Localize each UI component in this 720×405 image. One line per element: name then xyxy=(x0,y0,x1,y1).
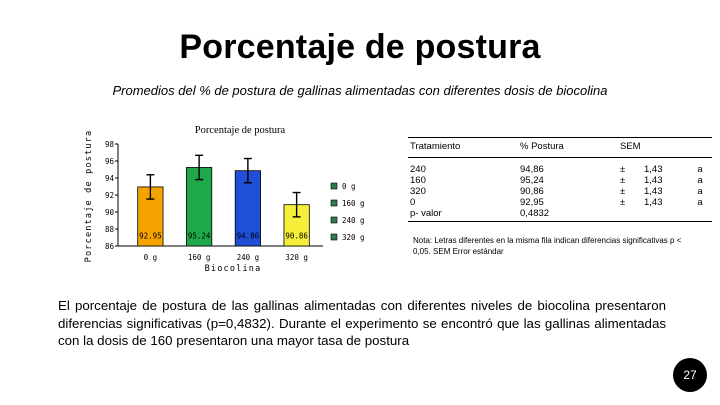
table-cell: 160 xyxy=(410,175,426,186)
y-tick-label: 90 xyxy=(104,208,114,217)
table-header-tratamiento: Tratamiento xyxy=(408,138,518,158)
y-tick-label: 98 xyxy=(104,140,114,149)
table-cell: 1,43 xyxy=(644,197,663,208)
legend-swatch xyxy=(331,183,337,189)
table-cell: 1,43 xyxy=(644,186,663,197)
slide-subtitle: Promedios del % de postura de gallinas alimentadas con diferentes dosis de biocolina xyxy=(112,83,608,98)
table-col-pm xyxy=(618,158,642,222)
body-paragraph: El porcentaje de postura de las gallinas alimentadas con diferentes niveles de biocolina presentaron diferencias significativas (p=0,4832). Durante el experimento se encontró que las gallinas alimentadas con la dosis de 160 presentaron una mayor tasa de postura xyxy=(58,298,666,348)
table-cell: a xyxy=(697,175,703,186)
bar-chart xyxy=(78,116,398,276)
chart-ylabel: Porcentaje de postura xyxy=(84,129,94,263)
table-cell: ± xyxy=(620,197,626,208)
legend-swatch xyxy=(331,217,337,223)
bar-value-label: 94.86 xyxy=(236,231,260,241)
data-table xyxy=(408,137,712,222)
y-tick-label: 92 xyxy=(104,191,114,200)
table-cell: 240 xyxy=(410,164,426,175)
y-tick-label: 94 xyxy=(104,174,114,183)
table-cell: ± xyxy=(620,175,626,186)
bar-value-label: 90.86 xyxy=(285,231,308,241)
table-cell: 320 xyxy=(410,186,426,197)
legend-swatch xyxy=(331,234,337,240)
x-tick-label: 160 g xyxy=(187,253,211,262)
table-cell: 1,43 xyxy=(644,164,663,175)
table-col-tratamiento xyxy=(408,158,518,222)
chart-title: Porcentaje de postura xyxy=(194,125,286,136)
y-tick-label: 88 xyxy=(104,225,114,234)
page-number: 27 xyxy=(683,368,697,382)
table-col-sem xyxy=(642,158,688,222)
legend-swatch xyxy=(331,200,337,206)
table-header-postura: % Postura xyxy=(518,138,618,158)
table-cell: 95,24 xyxy=(520,175,544,186)
y-tick-label: 96 xyxy=(104,157,114,166)
table-cell: 1,43 xyxy=(644,175,663,186)
table-cell: ± xyxy=(620,186,626,197)
table-header-sem: SEM xyxy=(618,138,712,158)
x-tick-label: 240 g xyxy=(236,253,260,262)
table-cell: 92,95 xyxy=(520,197,544,208)
legend-label: 160 g xyxy=(342,199,365,208)
chart-xlabel: Biocolina xyxy=(204,264,262,274)
legend-label: 320 g xyxy=(342,233,365,242)
bar-value-label: 95.24 xyxy=(187,231,211,241)
legend-label: 0 g xyxy=(342,182,356,191)
table-cell: a xyxy=(697,186,703,197)
table-cell: p- valor xyxy=(410,208,442,219)
table-body-row xyxy=(408,158,712,222)
page-number-badge xyxy=(673,358,707,392)
table-cell: 0 xyxy=(410,197,416,208)
table-cell: ± xyxy=(620,164,626,175)
table-note: Nota: Letras diferentes en la misma fila indican diferencias significativas p < 0,05. SEM Error estándar xyxy=(413,236,682,256)
table-cell: 94,86 xyxy=(520,164,544,175)
legend-label: 240 g xyxy=(342,216,365,225)
table-cell: 0,4832 xyxy=(520,208,550,219)
table-cell: a xyxy=(697,197,703,208)
x-tick-label: 320 g xyxy=(285,253,308,262)
y-tick-label: 86 xyxy=(104,242,114,251)
table-header-row xyxy=(408,138,712,158)
slide-title: Porcentaje de postura xyxy=(179,28,541,66)
x-tick-label: 0 g xyxy=(143,253,158,262)
bar-value-label: 92.95 xyxy=(139,231,162,241)
table-col-postura xyxy=(518,158,618,222)
table-cell: a xyxy=(697,164,703,175)
table-cell: 90,86 xyxy=(520,186,544,197)
table-col-letras xyxy=(688,158,712,222)
